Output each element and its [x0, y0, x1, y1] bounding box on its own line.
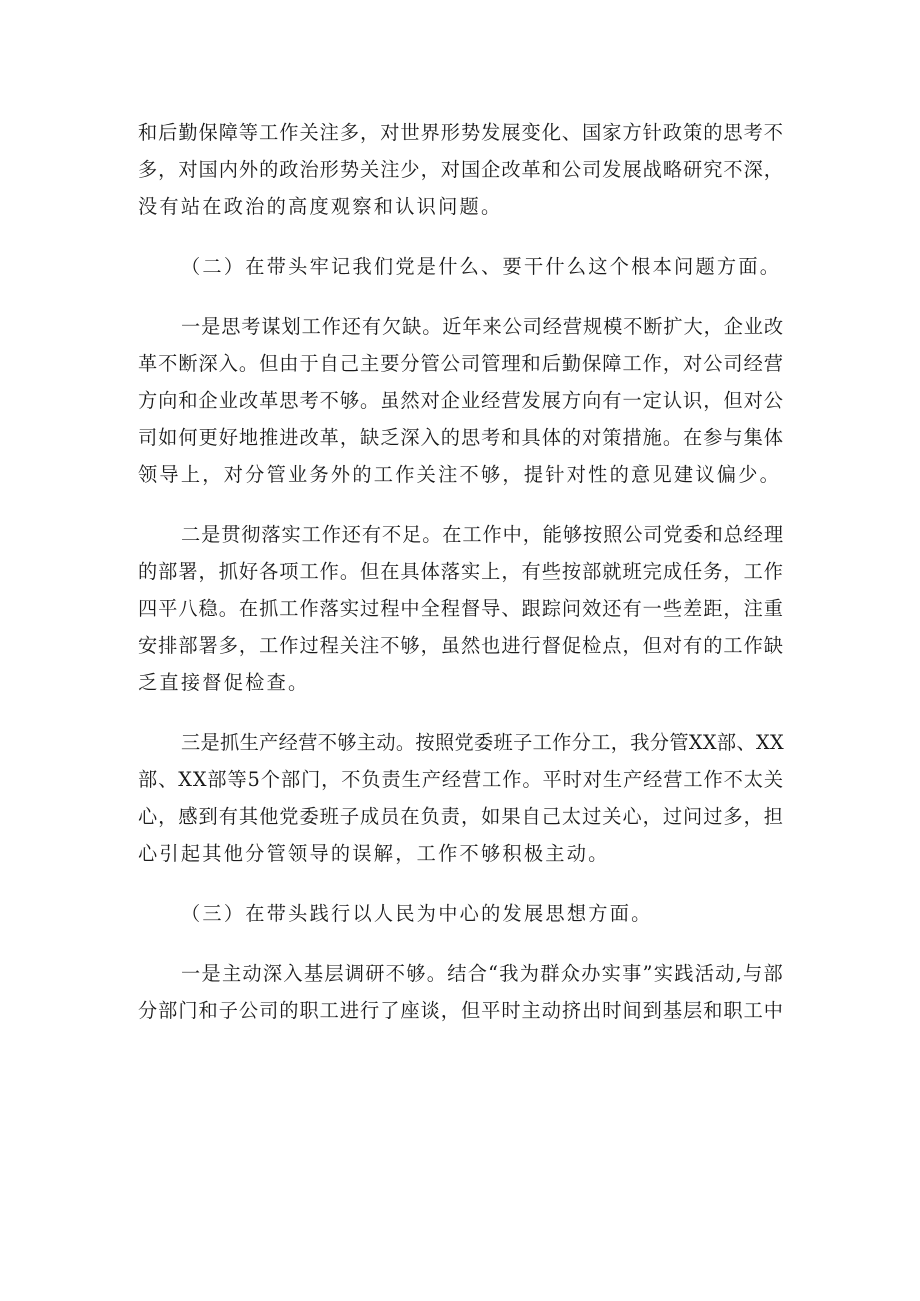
text-line: 司如何更好地推进改革，缺乏深入的思考和具体的对策措施。在参与集体 — [138, 426, 784, 449]
text-line: 心引起其他分管领导的误解，工作不够积极主动。 — [138, 842, 610, 865]
text-line: 方向和企业改革思考不够。虽然对企业经营发展方向有一定认识，但对公 — [138, 389, 784, 412]
text-line: 一是主动深入基层调研不够。结合“我为群众办实事”实践活动,与部 — [181, 962, 784, 985]
text-line: 的部署，抓好各项工作。但在具体落实上，有些按部就班完成任务，工作 — [138, 560, 784, 583]
text-line: 多，对国内外的政治形势关注少，对国企改革和公司发展战略研究不深， — [138, 158, 784, 181]
paragraph-p4 — [138, 516, 784, 701]
text-line: 没有站在政治的高度观察和认识问题。 — [138, 195, 503, 218]
paragraph-p7 — [138, 955, 784, 1029]
text-line: 一是思考谋划工作还有欠缺。近年来公司经营规模不断扩大，企业改 — [181, 315, 784, 338]
heading-text: （三）在带头践行以人民为中心的发展思想方面。 — [181, 902, 653, 925]
section-heading-3 — [138, 895, 784, 932]
text-line: 部、XX部等5个部门，不负责生产经营工作。平时对生产经营工作不太关 — [138, 768, 784, 791]
text-line: 分部门和子公司的职工进行了座谈，但平时主动挤出时间到基层和职工中 — [138, 999, 784, 1022]
paragraph-p1 — [138, 114, 784, 225]
text-line: 领导上，对分管业务外的工作关注不够，提针对性的意见建议偏少。 — [138, 463, 782, 486]
text-line: 和后勤保障等工作关注多，对世界形势发展变化、国家方针政策的思考不 — [138, 121, 784, 144]
text-line: 四平八稳。在抓工作落实过程中全程督导、跟踪问效还有一些差距，注重 — [138, 597, 784, 620]
text-line: 三是抓生产经营不够主动。按照党委班子工作分工，我分管XX部、XX — [181, 731, 784, 754]
heading-text: （二）在带头牢记我们党是什么、要干什么这个根本问题方面。 — [181, 255, 782, 278]
document-body — [138, 114, 784, 1052]
text-line: 安排部署多，工作过程关注不够，虽然也进行督促检点，但对有的工作缺 — [138, 634, 784, 657]
text-line: 二是贯彻落实工作还有不足。在工作中，能够按照公司党委和总经理 — [181, 523, 784, 546]
text-line: 革不断深入。但由于自己主要分管公司管理和后勤保障工作，对公司经营 — [138, 352, 784, 375]
text-line: 心，感到有其他党委班子成员在负责，如果自己太过关心，过问过多，担 — [138, 805, 784, 828]
text-line: 乏直接督促检查。 — [138, 671, 310, 694]
paragraph-p3 — [138, 308, 784, 493]
paragraph-p5 — [138, 724, 784, 872]
section-heading-2 — [138, 248, 784, 285]
